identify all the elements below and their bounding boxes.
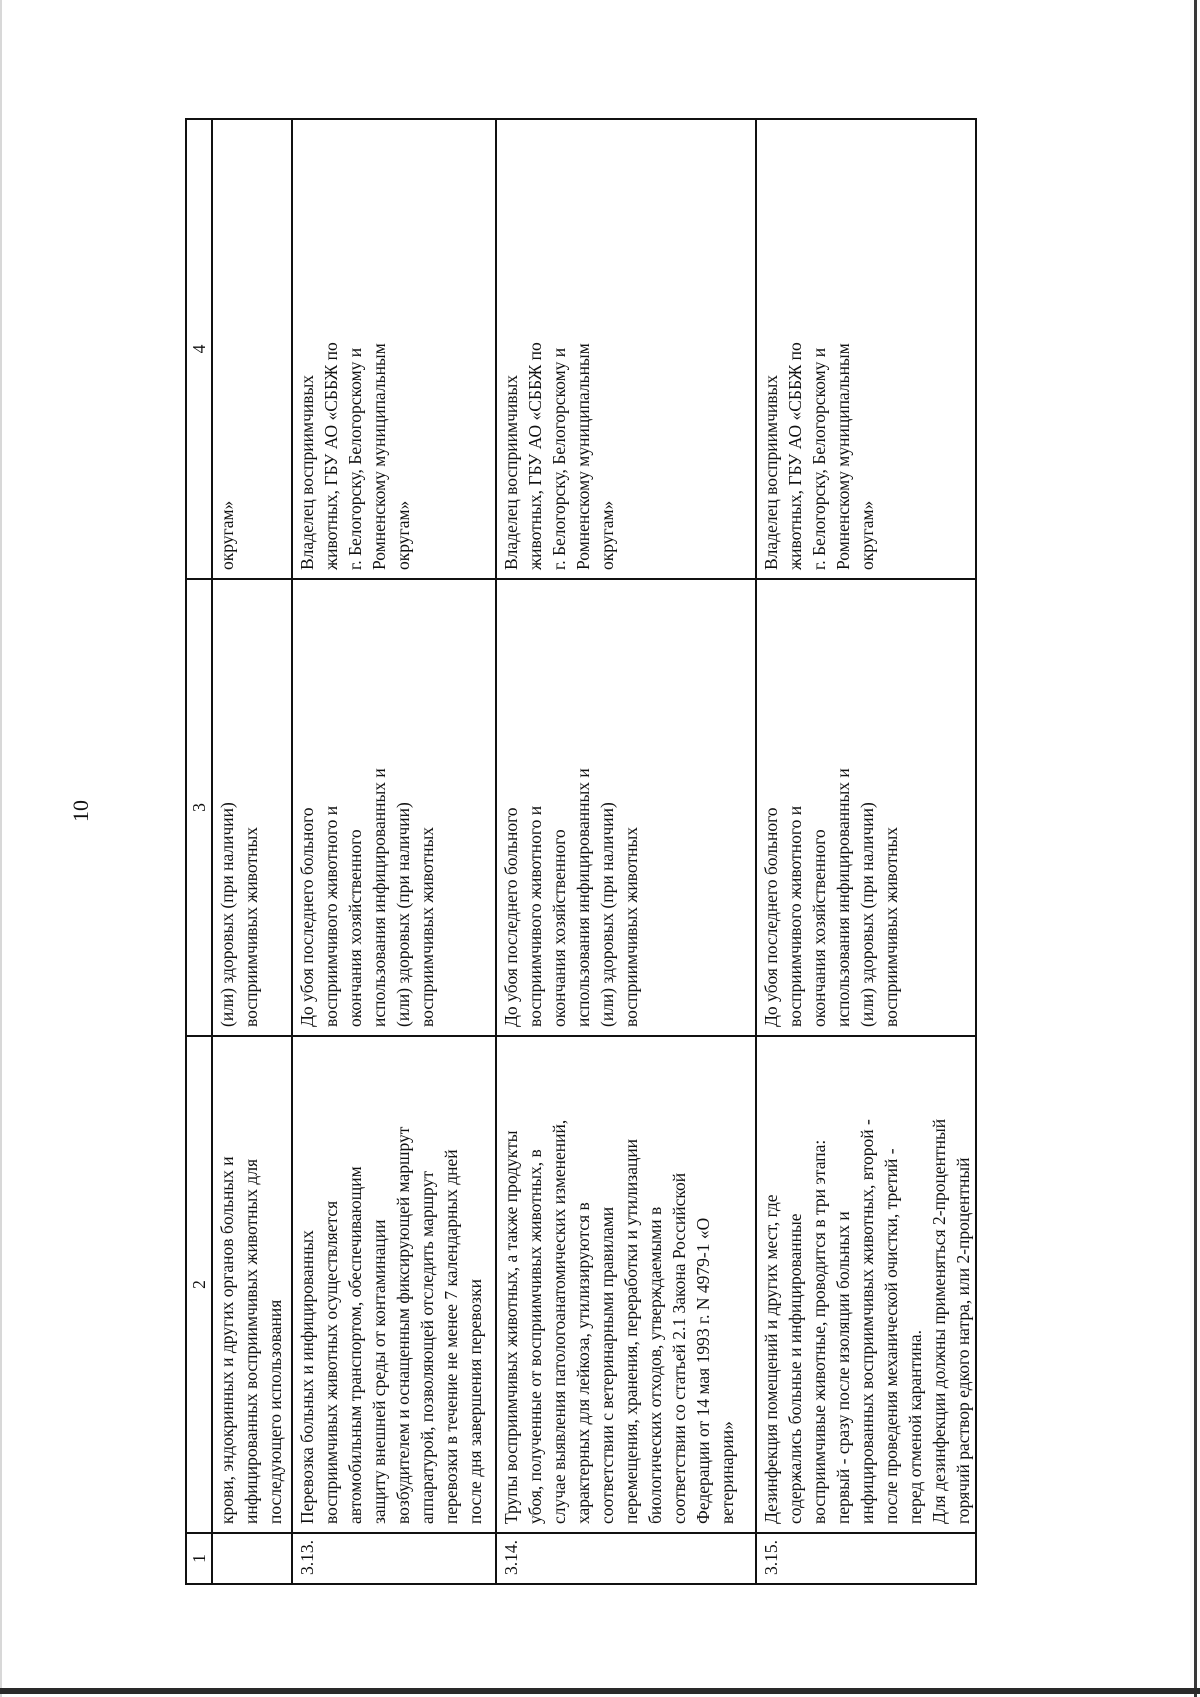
row-number [212, 1533, 292, 1584]
responsible-cell: Владелец восприимчивых животных, ГБУ АО «СББЖ по г. Белогорску, Белогорскому и Ромненскому муниципальным округам» [292, 119, 496, 579]
measure-cell: Трупы восприимчивых животных, а также продукты убоя, полученные от восприимчивых животных, в случае выявления патологоанатомических изменений, характерных для лейкоза, утилизируются в соответствии с ветеринарными правилами перемещения, хранения, переработки и утилизации биологических отходов, утверждаемыми в соответствии со статьей 2.1 Закона Российской Федерации от 14 мая 1993 г. N 4979-1 «О ветеринарии» [496, 1036, 756, 1533]
header-col-1: 1 [186, 1533, 212, 1584]
rotated-page [185, 120, 973, 1585]
scan-edge-right [1194, 0, 1197, 1697]
measures-table [185, 118, 977, 1585]
deadline-cell: До убоя последнего больного восприимчивого животного и окончания хозяйственного использования инфицированных и (или) здоровых (при наличии) восприимчивых животных [292, 579, 496, 1036]
row-number: 3.13. [292, 1533, 496, 1584]
deadline-cell: До убоя последнего больного восприимчивого животного и окончания хозяйственного использования инфицированных и (или) здоровых (при наличии) восприимчивых животных [756, 579, 976, 1036]
scan-edge-left [0, 0, 2, 1697]
header-col-4: 4 [186, 119, 212, 579]
responsible-cell: Владелец восприимчивых животных, ГБУ АО «СББЖ по г. Белогорску, Белогорскому и Ромненскому муниципальным округам» [496, 119, 756, 579]
deadline-cell: До убоя последнего больного восприимчивого животного и окончания хозяйственного использования инфицированных и (или) здоровых (при наличии) восприимчивых животных [496, 579, 756, 1036]
row-number: 3.14. [496, 1533, 756, 1584]
table-row [212, 119, 292, 1584]
table-header-row [186, 119, 212, 1584]
table-row [756, 119, 976, 1584]
measure-cell: крови, эндокринных и других органов больных и инфицированных восприимчивых животных для последующего использования [212, 1036, 292, 1533]
scan-edge-bottom [0, 1688, 1200, 1694]
header-col-3: 3 [186, 579, 212, 1036]
responsible-cell: округам» [212, 119, 292, 579]
measure-cell: Перевозка больных и инфицированных восприимчивых животных осуществляется автомобильным транспортом, обеспечивающим защиту внешней среды от контаминации возбудителем и оснащенным фиксирующей маршрут аппаратурой, позволяющей отследить маршрут перевозки в течение не менее 7 календарных дней после дня завершения перевозки [292, 1036, 496, 1533]
row-number: 3.15. [756, 1533, 976, 1584]
page-number: 10 [68, 800, 93, 822]
table-row [496, 119, 756, 1584]
measure-cell: Дезинфекция помещений и других мест, где содержались больные и инфицированные восприимчивые животные, проводится в три этапа: первый - сразу после изоляции больных и инфицированных восприимчивых животных, второй - после проведения механической очистки, третий - перед отменой карантина. Для дезинфекции должны применяться 2-процентный горячий раствор едкого натра, или 2-процентный [756, 1036, 976, 1533]
responsible-cell: Владелец восприимчивых животных, ГБУ АО «СББЖ по г. Белогорску, Белогорскому и Ромненскому муниципальным округам» [756, 119, 976, 579]
deadline-cell: (или) здоровых (при наличии) восприимчивых животных [212, 579, 292, 1036]
table-row [292, 119, 496, 1584]
header-col-2: 2 [186, 1036, 212, 1533]
